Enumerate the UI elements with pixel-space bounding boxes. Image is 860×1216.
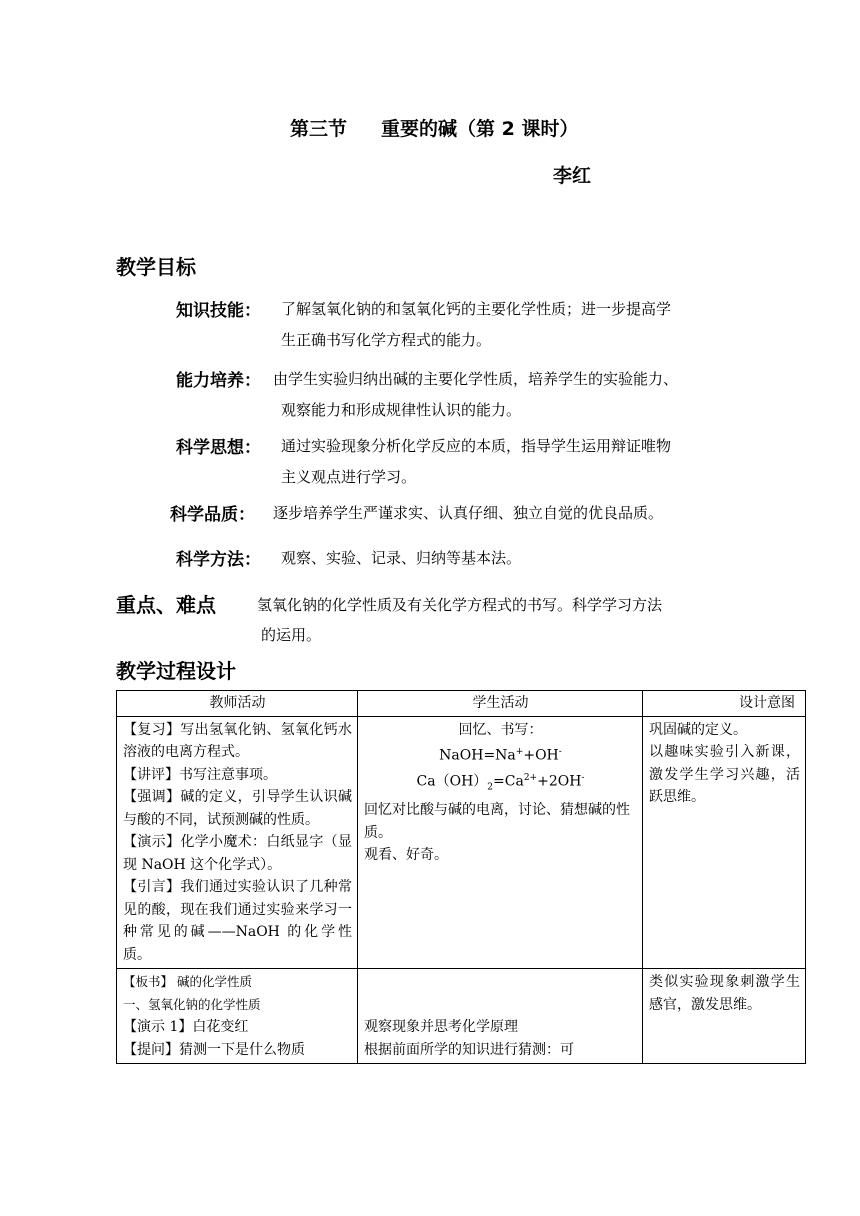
student-activity-cell: [358, 969, 643, 1064]
teacher-item-demo1: 【演示 1】白花变红: [123, 1019, 249, 1035]
intent-item-consolidate: 巩固碱的定义。: [649, 721, 747, 738]
teacher-item-question: 【提问】猜测一下是什么物质: [123, 1041, 305, 1058]
design-intent-cell: [643, 716, 806, 969]
keypoints-text-line1: 氢氧化钠的化学性质及有关化学方程式的书写。科学学习方法: [257, 596, 663, 614]
student-discussion-text: 回忆对比酸与碱的电离，讨论、猜想碱的性质。: [364, 802, 630, 841]
thinking-text-line1: 通过实验现象分析化学反应的本质，指导学生运用辩证唯物: [281, 437, 672, 455]
knowledge-text-line1: 了解氢氧化钠的和氢氧化钙的主要化学性质；进一步提高学: [281, 300, 672, 318]
design-intent-cell: [643, 969, 806, 1064]
section-label: 第三节: [290, 118, 348, 140]
quality-text: 逐步培养学生严谨求实、认真仔细、独立自觉的优良品质。: [273, 504, 664, 522]
intent-item-stimulate: 类似实验现象刺激学生感官，激发思维。: [649, 974, 800, 1013]
objectives-heading: 教学目标: [116, 255, 196, 279]
student-recall-text: 回忆、书写：: [458, 721, 543, 738]
teacher-activity-cell: [117, 969, 358, 1064]
column-header-student: 学生活动: [358, 691, 643, 717]
author-name: 李红: [553, 165, 592, 187]
keypoints-text-line2: 的运用。: [261, 626, 322, 644]
column-header-intent: 设计意图: [643, 691, 806, 717]
thinking-text-line2: 主义观点进行学习。: [281, 468, 417, 486]
caoh2-ionization-equation: $Ca(OH)_2=Ca^{2+}+2OH^-$: [416, 773, 585, 793]
thinking-label: 科学思想：: [176, 438, 261, 458]
teacher-activity-cell: [117, 716, 358, 969]
method-label: 科学方法：: [176, 550, 261, 570]
teacher-item-subtitle: 一、氢氧化钠的化学性质: [123, 996, 261, 1012]
student-guess-text: 根据前面所学的知识进行猜测：可: [364, 1041, 574, 1058]
naoh-ionization-equation: NaOH=Na++OH-: [439, 747, 562, 764]
process-heading: 教学过程设计: [116, 659, 236, 683]
column-header-teacher: 教师活动: [117, 691, 358, 717]
intent-item-interest: 以趣味实验引入新课，激发学生学习兴趣，活跃思维。: [649, 744, 800, 805]
teacher-item-board: 【板书】 碱的化学性质: [123, 974, 252, 989]
student-observe-text: 观看、好奇。: [364, 847, 448, 864]
document-title: [290, 114, 578, 141]
teacher-item-comment: 【讲评】书写注意事项。: [123, 766, 277, 783]
process-table: [116, 690, 806, 1064]
knowledge-label: 知识技能：: [176, 301, 261, 321]
keypoints-heading: 重点、难点: [116, 593, 216, 617]
quality-label: 科学品质：: [170, 505, 255, 525]
ability-text-line1: 由学生实验归纳出碱的主要化学性质，培养学生的实验能力、: [273, 370, 679, 388]
ability-text-line2: 观察能力和形成规律性认识的能力。: [281, 401, 522, 419]
table-row: [117, 716, 806, 969]
teacher-item-emphasis: 【强调】碱的定义，引导学生认识碱与酸的不同，试预测碱的性质。: [123, 789, 352, 828]
student-observe-principle: 观察现象并思考化学原理: [364, 1019, 518, 1035]
knowledge-text-line2: 生正确书写化学方程式的能力。: [281, 331, 492, 349]
student-activity-cell: [358, 716, 643, 969]
table-row: [117, 969, 806, 1064]
teacher-item-demo: 【演示】化学小魔术：白纸显字（显现 NaOH 这个化学式）。: [123, 834, 352, 873]
ability-label: 能力培养：: [176, 371, 261, 391]
method-text: 观察、实验、记录、归纳等基本法。: [281, 549, 522, 567]
lesson-title: 重要的碱（第 2 课时）: [381, 118, 579, 140]
teacher-item-review: 【复习】写出氢氧化钠、氢氧化钙水溶液的电离方程式。: [123, 721, 352, 760]
table-header-row: [117, 691, 806, 717]
teacher-item-intro: 【引言】我们通过实验认识了几种常见的酸，现在我们通过实验来学习一种常见的碱——NaOH 的化学性质。: [123, 879, 352, 963]
